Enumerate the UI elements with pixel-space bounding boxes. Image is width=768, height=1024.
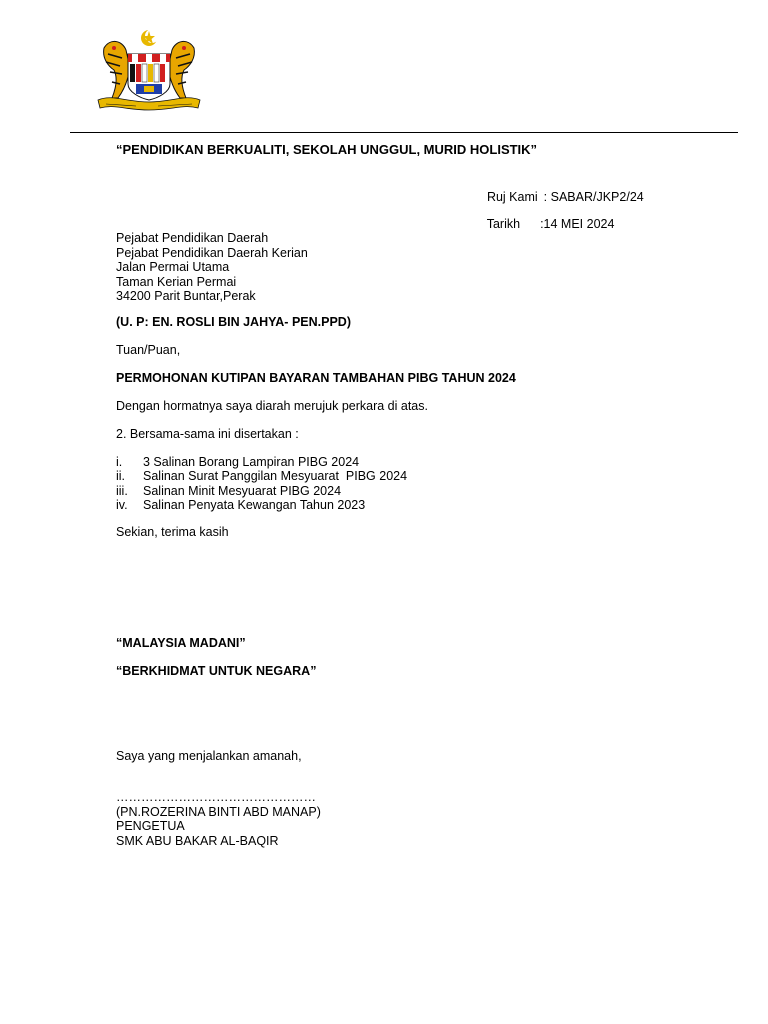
list-item <box>116 455 407 469</box>
opening-paragraph: Dengan hormatnya saya diarah merujuk perkara di atas. <box>116 399 428 413</box>
signature-block <box>116 790 321 848</box>
ministry-motto: “PENDIDIKAN BERKUALITI, SEKOLAH UNGGUL, MURID HOLISTIK” <box>116 142 538 157</box>
signatory-title: PENGETUA <box>116 819 185 833</box>
reference-label: Ruj Kami <box>486 190 538 204</box>
trust-line: Saya yang menjalankan amanah, <box>116 749 302 763</box>
reference-value: : SABAR/JKP2/24 <box>543 190 644 204</box>
list-item-text: Salinan Penyata Kewangan Tahun 2023 <box>143 497 366 512</box>
list-item-text: Salinan Surat Panggilan Mesyuarat PIBG 2024 <box>143 469 408 484</box>
address-line: Taman Kerian Permai <box>116 274 237 289</box>
address-line: Pejabat Pendidikan Daerah <box>116 231 269 245</box>
recipient-address <box>116 231 308 304</box>
list-item <box>116 484 407 498</box>
list-item <box>116 469 407 483</box>
date-value: :14 MEI 2024 <box>540 217 615 231</box>
signature-dots: ………………………………………… <box>116 790 316 804</box>
list-item-number: iii. <box>116 483 128 498</box>
date-line <box>480 203 614 231</box>
header-divider <box>70 132 738 133</box>
enclosure-intro: 2. Bersama-sama ini disertakan : <box>116 427 299 441</box>
address-line: Pejabat Pendidikan Daerah Kerian <box>116 245 308 260</box>
attention-line: (U. P: EN. ROSLI BIN JAHYA- PEN.PPD) <box>116 315 351 329</box>
address-line: Jalan Permai Utama <box>116 260 230 274</box>
date-label: Tarikh <box>486 217 521 231</box>
enclosure-list <box>116 455 407 512</box>
coat-of-arms-icon <box>92 28 206 112</box>
reference-line <box>480 176 644 204</box>
list-item <box>116 498 407 512</box>
list-item-number: i. <box>116 455 123 469</box>
letter-subject: PERMOHONAN KUTIPAN BAYARAN TAMBAHAN PIBG TAHUN 2024 <box>116 371 516 385</box>
address-line: 34200 Parit Buntar,Perak <box>116 289 256 303</box>
signatory-school: SMK ABU BAKAR AL-BAQIR <box>116 833 279 848</box>
salutation: Tuan/Puan, <box>116 343 181 357</box>
list-item-text: 3 Salinan Borang Lampiran PIBG 2024 <box>143 455 360 469</box>
closing-line: Sekian, terima kasih <box>116 525 229 539</box>
list-item-number: ii. <box>116 469 126 484</box>
signatory-name: (PN.ROZERINA BINTI ABD MANAP) <box>116 804 321 819</box>
slogan-negara: “BERKHIDMAT UNTUK NEGARA” <box>116 664 317 678</box>
list-item-number: iv. <box>116 497 128 512</box>
slogan-madani: “MALAYSIA MADANI” <box>116 636 246 650</box>
list-item-text: Salinan Minit Mesyuarat PIBG 2024 <box>143 483 342 498</box>
